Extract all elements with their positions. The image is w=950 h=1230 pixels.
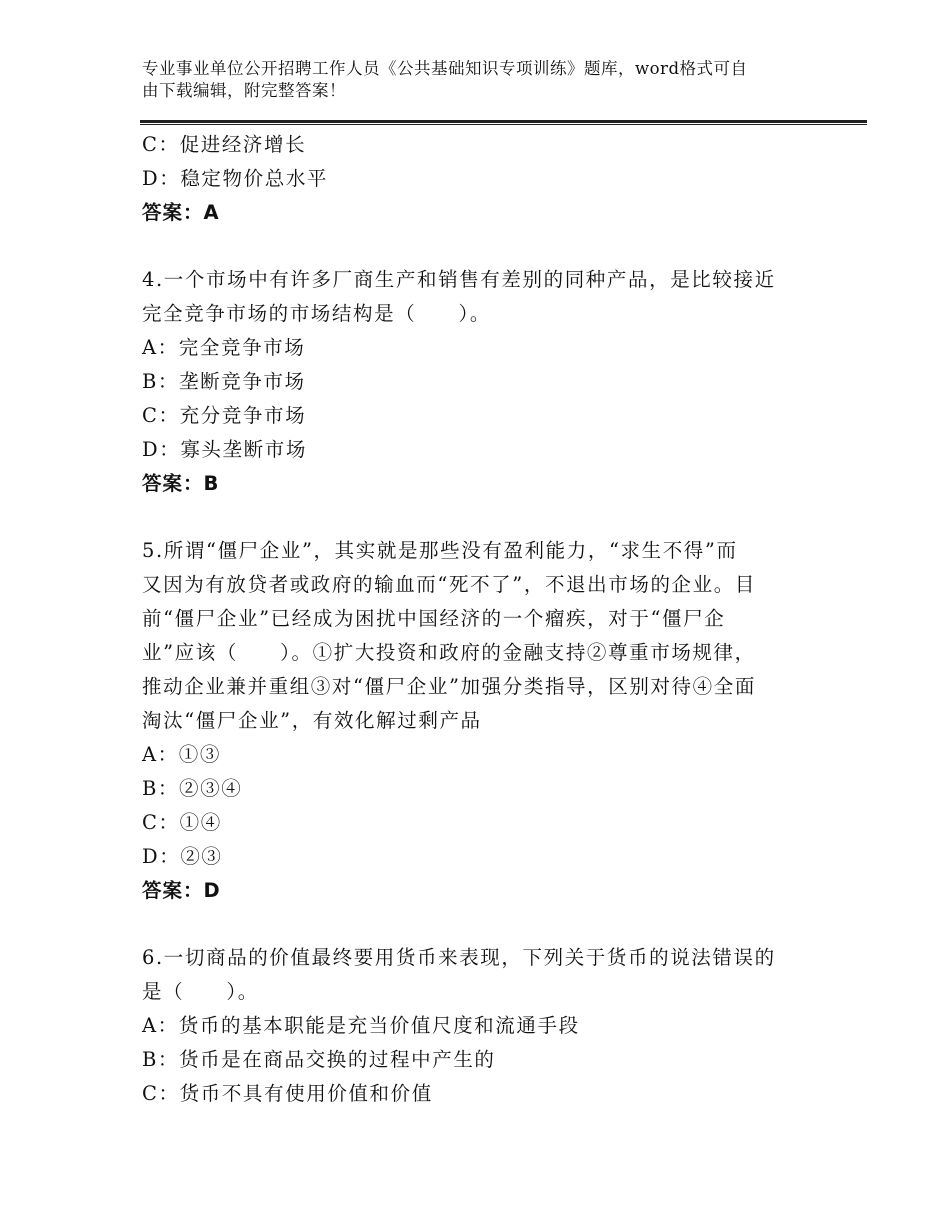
option-a: A：货币的基本职能是充当价值尺度和流通手段 bbox=[142, 1014, 580, 1037]
option-d: D：稳定物价总水平 bbox=[142, 167, 329, 190]
question-stem: 又因为有放贷者或政府的输血而“死不了”，不退出市场的企业。目 bbox=[142, 573, 756, 596]
option-d: D：寡头垄断市场 bbox=[142, 438, 307, 461]
question-3-continued bbox=[142, 128, 802, 230]
option-a: A：①③ bbox=[142, 743, 221, 766]
question-stem: 推动企业兼并重组③对“僵尸企业”加强分类指导，区别对待④全面 bbox=[142, 675, 756, 698]
option-c: C：促进经济增长 bbox=[142, 133, 307, 156]
answer: 答案：A bbox=[142, 201, 220, 224]
page-header bbox=[142, 58, 812, 102]
spacer bbox=[142, 230, 802, 263]
option-b: B：垄断竞争市场 bbox=[142, 370, 306, 393]
question-6 bbox=[142, 941, 802, 1111]
answer: 答案：D bbox=[142, 879, 221, 902]
option-c: C：①④ bbox=[142, 811, 222, 834]
option-b: B：货币是在商品交换的过程中产生的 bbox=[142, 1048, 496, 1071]
answer: 答案：B bbox=[142, 472, 220, 495]
question-list bbox=[142, 128, 802, 1111]
spacer bbox=[142, 908, 802, 941]
question-stem: 是（ ）。 bbox=[142, 980, 259, 1003]
question-stem: 5.所谓“僵尸企业”，其实就是那些没有盈利能力，“求生不得”而 bbox=[142, 539, 738, 562]
option-d: D：②③ bbox=[142, 845, 223, 868]
option-a: A：完全竞争市场 bbox=[142, 336, 306, 359]
question-5 bbox=[142, 534, 802, 908]
header-line-2: 由下载编辑，附完整答案！ bbox=[142, 81, 346, 100]
header-divider bbox=[140, 120, 867, 125]
header-line-1: 专业事业单位公开招聘工作人员《公共基础知识专项训练》题库，word格式可自 bbox=[142, 59, 748, 78]
question-stem: 淘汰“僵尸企业”，有效化解过剩产品 bbox=[142, 709, 482, 732]
question-stem: 前“僵尸企业”已经成为困扰中国经济的一个瘤疾，对于“僵尸企 bbox=[142, 607, 726, 630]
question-stem: 4.一个市场中有许多厂商生产和销售有差别的同种产品，是比较接近 bbox=[142, 268, 776, 291]
option-c: C：货币不具有使用价值和价值 bbox=[142, 1082, 433, 1105]
question-4 bbox=[142, 263, 802, 501]
spacer bbox=[142, 501, 802, 534]
option-b: B：②③④ bbox=[142, 777, 243, 800]
option-c: C：充分竞争市场 bbox=[142, 404, 307, 427]
question-stem: 业”应该（ ）。①扩大投资和政府的金融支持②尊重市场规律， bbox=[142, 641, 756, 664]
question-stem: 6.一切商品的价值最终要用货币来表现，下列关于货币的说法错误的 bbox=[142, 946, 776, 969]
question-stem: 完全竞争市场的市场结构是（ ）。 bbox=[142, 302, 491, 325]
